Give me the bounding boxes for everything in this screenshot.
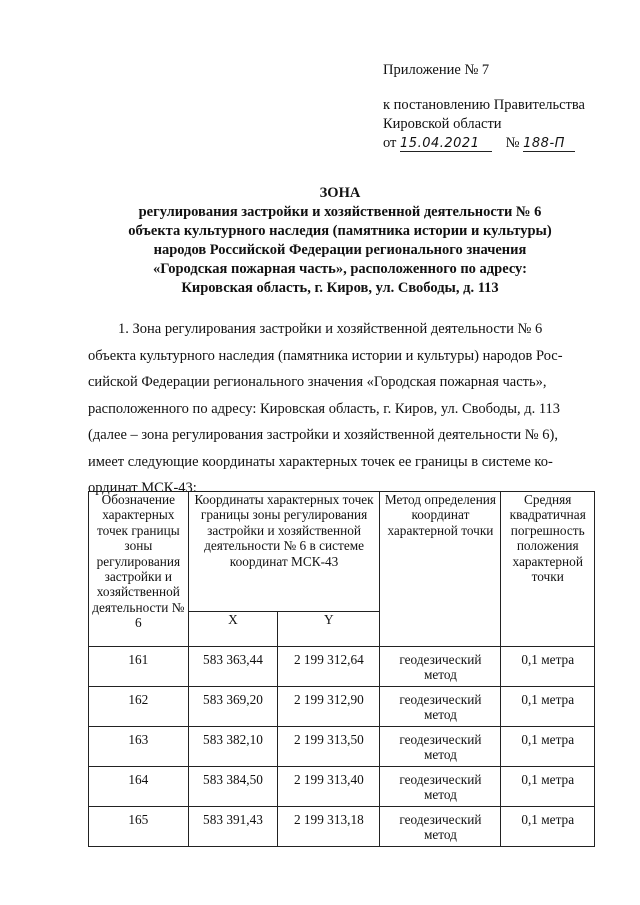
title-line-6: Кировская область, г. Киров, ул. Свободы, д. 113 — [181, 280, 499, 296]
cell-point: 164 — [89, 767, 189, 807]
title-line-3: объекта культурного наследия (памятника истории и культуры) — [128, 223, 552, 239]
para-line-2: объекта культурного наследия (памятника истории и культуры) народов Рос- — [88, 347, 563, 364]
title-line-5: «Городская пожарная часть», расположенного по адресу: — [153, 261, 527, 277]
appendix-line-2: Кировской области — [383, 116, 502, 132]
para-line-5: (далее – зона регулирования застройки и хозяйственной деятельности № 6), — [88, 427, 558, 443]
cell-point: 163 — [89, 727, 189, 767]
table-header-row — [89, 492, 595, 612]
coordinates-table — [88, 491, 595, 847]
appendix-block — [383, 61, 585, 153]
cell-error: 0,1 метра — [501, 647, 595, 687]
cell-x: 583 369,20 — [188, 687, 278, 727]
cell-y: 2 199 312,90 — [278, 687, 380, 727]
cell-x: 583 382,10 — [188, 727, 278, 767]
appendix-line-1: к постановлению Правительства — [383, 97, 585, 113]
cell-y: 2 199 313,50 — [278, 727, 380, 767]
header-coordinates: Координаты характерных точек границы зоны регулирования застройки и хозяйственной деятельности № 6 в системе координат МСК-43 — [188, 492, 380, 612]
cell-x: 583 384,50 — [188, 767, 278, 807]
date-prefix: от — [383, 135, 397, 151]
table-row — [89, 687, 595, 727]
para-line-4: расположенного по адресу: Кировская область, г. Киров, ул. Свободы, д. 113 — [88, 400, 561, 417]
cell-point: 165 — [89, 807, 189, 847]
table-row — [89, 807, 595, 847]
cell-y: 2 199 312,64 — [278, 647, 380, 687]
handwritten-date: 15.04.2021 — [400, 136, 492, 152]
header-point-designation: Обозначение характерных точек границы зоны регулирования застройки и хозяйственной деятельности № 6 — [89, 492, 189, 647]
para-line-1: 1. Зона регулирования застройки и хозяйственной деятельности № 6 — [118, 321, 543, 337]
body-paragraph — [88, 316, 593, 502]
title-line-2: регулирования застройки и хозяйственной деятельности № 6 — [138, 204, 542, 220]
table-row — [89, 767, 595, 807]
cell-method: геодезический метод — [380, 727, 501, 767]
cell-x: 583 363,44 — [188, 647, 278, 687]
cell-point: 162 — [89, 687, 189, 727]
header-method: Метод определения координат характерной точки — [380, 492, 501, 647]
cell-y: 2 199 313,18 — [278, 807, 380, 847]
header-error: Средняя квадратичная погрешность положения характерной точки — [501, 492, 595, 647]
cell-point: 161 — [89, 647, 189, 687]
cell-method: геодезический метод — [380, 687, 501, 727]
number-prefix: № — [505, 135, 520, 151]
cell-method: геодезический метод — [380, 767, 501, 807]
header-x: X — [188, 611, 278, 646]
cell-x: 583 391,43 — [188, 807, 278, 847]
para-line-3: сийской Федерации регионального значения «Городская пожарная часть», — [88, 374, 547, 390]
header-y: Y — [278, 611, 380, 646]
table-row — [89, 647, 595, 687]
cell-method: геодезический метод — [380, 647, 501, 687]
cell-error: 0,1 метра — [501, 687, 595, 727]
appendix-title: Приложение № 7 — [383, 62, 490, 78]
cell-method: геодезический метод — [380, 807, 501, 847]
table-row — [89, 727, 595, 767]
cell-error: 0,1 метра — [501, 807, 595, 847]
title-line-1: ЗОНА — [319, 185, 361, 201]
document-title — [0, 184, 640, 298]
title-line-4: народов Российской Федерации регионального значения — [153, 242, 527, 258]
cell-error: 0,1 метра — [501, 767, 595, 807]
para-line-7: ординат МСК-43: — [88, 480, 197, 496]
handwritten-number: 188-П — [523, 136, 575, 152]
appendix-date-line — [383, 134, 585, 153]
cell-error: 0,1 метра — [501, 727, 595, 767]
cell-y: 2 199 313,40 — [278, 767, 380, 807]
para-line-6: имеет следующие координаты характерных точек ее границы в системе ко- — [88, 453, 553, 470]
